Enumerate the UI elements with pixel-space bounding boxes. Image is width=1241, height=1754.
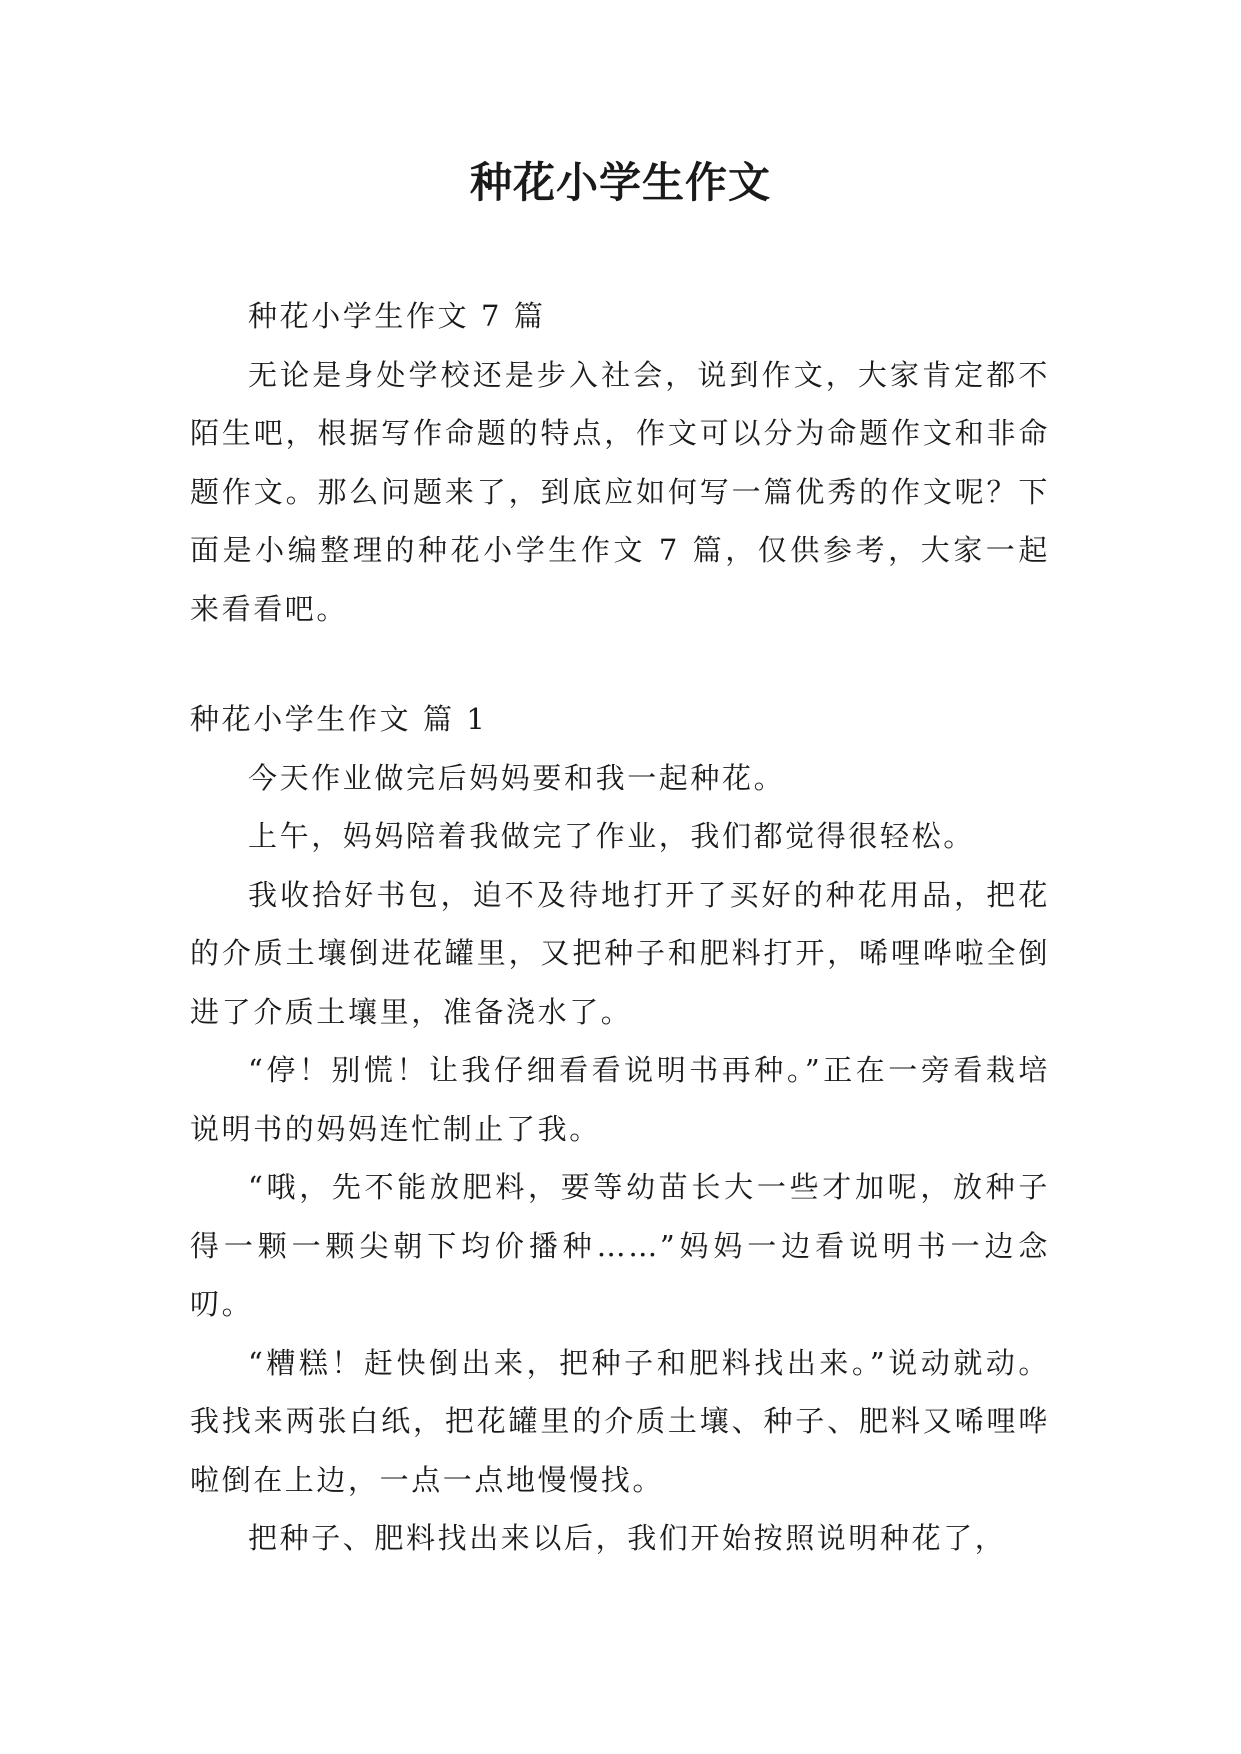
document-body [190, 287, 1050, 1568]
paragraph: “糟糕！赶快倒出来，把种子和肥料找出来。”说动就动。我找来两张白纸，把花罐里的介质土壤、种子、肥料又唏哩哗啦倒在上边，一点一点地慢慢找。 [190, 1345, 1050, 1497]
paragraph: 上午，妈妈陪着我做完了作业，我们都觉得很轻松。 [248, 819, 975, 853]
document-title: 种花小学生作文 [469, 158, 771, 207]
intro-paragraph: 无论是身处学校还是步入社会，说到作文，大家肯定都不陌生吧，根据写作命题的特点，作文可以分为命题作文和非命题作文。那么问题来了，到底应如何写一篇优秀的作文呢？下面是小编整理的种花小学生作文 7 篇，仅供参考，大家一起来看看吧。 [190, 357, 1050, 626]
paragraph: “停！别慌！让我仔细看看说明书再种。”正在一旁看栽培说明书的妈妈连忙制止了我。 [190, 1053, 1050, 1146]
subtitle: 种花小学生作文 7 篇 [248, 299, 546, 333]
paragraph: 我收拾好书包，迫不及待地打开了买好的种花用品，把花的介质土壤倒进花罐里，又把种子和肥料打开，唏哩哗啦全倒进了介质土壤里，准备浇水了。 [190, 877, 1050, 1029]
paragraph: 把种子、肥料找出来以后，我们开始按照说明种花了， [248, 1521, 1007, 1555]
section-heading: 种花小学生作文 篇 1 [190, 702, 488, 736]
paragraph: “哦，先不能放肥料，要等幼苗长大一些才加呢，放种子得一颗一颗尖朝下均价播种……”妈妈一边看说明书一边念叨。 [190, 1170, 1050, 1321]
paragraph: 今天作业做完后妈妈要和我一起种花。 [248, 760, 786, 795]
